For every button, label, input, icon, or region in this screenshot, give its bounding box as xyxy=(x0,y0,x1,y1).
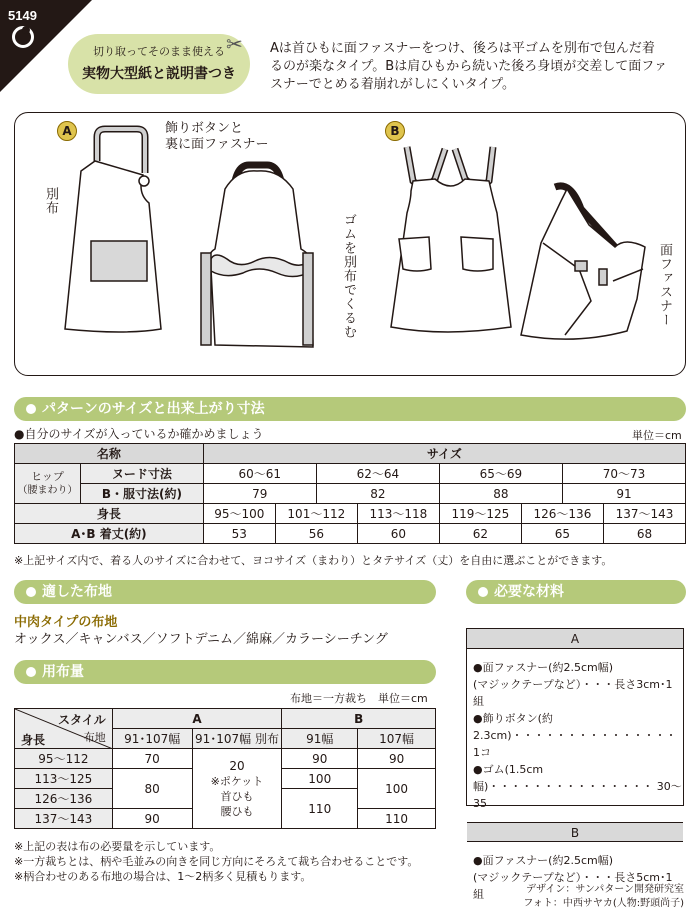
label-button xyxy=(165,121,268,153)
yardage-style-label: スタイル xyxy=(58,713,106,727)
nude-value: 62〜64 xyxy=(316,464,439,484)
yardage-foot-3: ※柄合わせのある布地の場合は、1〜2柄多く見積もります。 xyxy=(14,870,312,883)
height-value: 137〜143 xyxy=(603,504,685,524)
yardage-col-b: B xyxy=(282,709,436,729)
style-b-badge: B xyxy=(385,121,405,141)
materials-item: (マジックテープなど）・・・長さ5cm･1組 xyxy=(473,871,673,901)
finished-label: B・服寸法(約) xyxy=(81,484,204,504)
yardage-betsu-cell xyxy=(192,749,282,829)
scissors-icon: ✂ xyxy=(226,32,243,56)
materials-item: ●面ファスナー(約2.5cm幅) xyxy=(473,854,613,867)
yardage-height-label: 身長 xyxy=(21,733,46,747)
yardage-b-91: 91幅 xyxy=(282,729,358,749)
illustration-frame xyxy=(14,112,686,376)
section-bar-materials xyxy=(466,580,686,604)
height-value: 119〜125 xyxy=(439,504,521,524)
yardage-a-value: 80 xyxy=(112,769,192,809)
label-gomu: ゴムを別布でくるむ xyxy=(341,213,356,339)
intro-text xyxy=(270,40,690,94)
length-value: 56 xyxy=(275,524,357,544)
materials-item: (マジックテープなど）・・・長さ3cm･1組 xyxy=(473,678,673,708)
label-betsununo: 別布 xyxy=(43,187,58,215)
size-col-name: 名称 xyxy=(15,444,204,464)
section-bar-fabric xyxy=(14,580,436,604)
yardage-a-value: 90 xyxy=(112,809,192,829)
label-button-line-2: 裏に面ファスナー xyxy=(165,137,269,152)
section-title-materials: 必要な材料 xyxy=(494,584,564,600)
yardage-b91-value: 110 xyxy=(282,789,358,829)
bullet-dot-icon xyxy=(26,667,36,677)
yardage-row-height: 137〜143 xyxy=(15,809,113,829)
yardage-betsu-note: ※ポケット xyxy=(210,774,264,788)
materials-head-b: B xyxy=(467,822,683,842)
pattern-code: 5149 xyxy=(8,8,37,23)
height-value: 113〜118 xyxy=(357,504,439,524)
bullet-dot-icon xyxy=(26,587,36,597)
finished-value: 91 xyxy=(562,484,685,504)
yardage-betsu-value: 20 xyxy=(229,758,245,773)
size-col-size: サイズ xyxy=(203,444,685,464)
intro-line-2: るのが楽なタイプ。Bは肩ひもから続いた後ろ身頃が交差して面ファ xyxy=(270,59,667,74)
credit-design: デザイン：サンパターン開発研究室 xyxy=(526,884,684,895)
length-label: A･B 着丈(約) xyxy=(15,524,204,544)
yardage-fabric-label: 布地 xyxy=(83,731,106,744)
yardage-b91-value: 90 xyxy=(282,749,358,769)
yardage-table xyxy=(14,708,436,829)
hip-cell xyxy=(15,464,81,504)
size-table xyxy=(14,443,686,544)
credit-photo: フォト：中西サヤカ(人物:野頭尚子) xyxy=(523,898,684,909)
finished-value: 79 xyxy=(203,484,316,504)
materials-item: ●面ファスナー(約2.5cm幅) xyxy=(473,661,613,674)
yardage-b107-value: 110 xyxy=(358,809,436,829)
yardage-a-value: 70 xyxy=(112,749,192,769)
height-value: 95〜100 xyxy=(203,504,275,524)
nude-value: 70〜73 xyxy=(562,464,685,484)
yardage-row-height: 113〜125 xyxy=(15,769,113,789)
yardage-b107-value: 90 xyxy=(358,749,436,769)
yardage-note: 布地＝一方裁ち 単位＝cm xyxy=(290,692,428,705)
hip-sub-label: （腰まわり） xyxy=(17,484,78,496)
label-fastener: 面ファスナー xyxy=(657,243,672,327)
size-unit: 単位＝cm xyxy=(632,429,682,442)
yardage-a-width: 91･107幅 xyxy=(112,729,192,749)
yardage-col-a: A xyxy=(112,709,282,729)
label-button-line-1: 飾りボタンと xyxy=(165,121,244,136)
length-value: 65 xyxy=(521,524,603,544)
section-bar-yardage xyxy=(14,660,436,684)
length-value: 62 xyxy=(439,524,521,544)
yardage-row-height: 126〜136 xyxy=(15,789,113,809)
fabric-list: オックス／キャンバス／ソフトデニム／綿麻／カラーシーチング xyxy=(14,632,388,647)
yardage-corner-cell xyxy=(15,709,113,749)
badge-subtitle: 切り取ってそのまま使える xyxy=(93,45,225,58)
nude-value: 65〜69 xyxy=(439,464,562,484)
yardage-foot-2: ※一方裁ちとは、柄や毛並みの向きを同じ方向にそろえて裁ち合わせることです。 xyxy=(14,855,419,868)
yardage-row-height: 95〜112 xyxy=(15,749,113,769)
length-value: 53 xyxy=(203,524,275,544)
size-note: ●自分のサイズが入っているか確かめましょう xyxy=(14,427,264,441)
yardage-b107-value: 100 xyxy=(358,769,436,809)
nude-value: 60〜61 xyxy=(203,464,316,484)
yardage-a-betsu: 91･107幅 別布 xyxy=(192,729,282,749)
section-title-yardage: 用布量 xyxy=(42,664,84,680)
length-value: 68 xyxy=(603,524,685,544)
yardage-foot-1: ※上記の表は布の必要量を示しています。 xyxy=(14,840,221,853)
section-title-size: パターンのサイズと出来上がり寸法 xyxy=(42,401,265,417)
materials-a-list xyxy=(467,649,683,812)
size-footnote: ※上記サイズ内で、着る人のサイズに合わせて、ヨコサイズ（まわり）とタテサイズ（丈）を自由に選ぶことができます。 xyxy=(14,554,613,567)
brand-logo-icon xyxy=(12,26,34,48)
section-bar-size xyxy=(14,397,686,421)
section-title-fabric: 適した布地 xyxy=(42,584,112,600)
yardage-b91-value: 100 xyxy=(282,769,358,789)
finished-value: 82 xyxy=(316,484,439,504)
finished-value: 88 xyxy=(439,484,562,504)
materials-head-a: A xyxy=(467,629,683,649)
height-value: 126〜136 xyxy=(521,504,603,524)
height-value: 101〜112 xyxy=(275,504,357,524)
intro-line-1: Aは首ひもに面ファスナーをつけ、後ろは平ゴムを別布で包んだ着 xyxy=(270,41,655,56)
materials-item: ●飾りボタン(約2.3cm)・・・・・・・・・・・・・・・ 1コ xyxy=(473,712,677,759)
style-a-badge: A xyxy=(57,121,77,141)
materials-item: ●ゴム(1.5cm幅)・・・・・・・・・・・・・・・ 30〜35 xyxy=(473,763,682,810)
nude-label: ヌード寸法 xyxy=(81,464,204,484)
yardage-betsu-note: 首ひも xyxy=(220,789,254,803)
bullet-dot-icon xyxy=(478,587,488,597)
yardage-betsu-note: 腰ひも xyxy=(220,804,254,818)
badge-title: 実物大型紙と説明書つき xyxy=(82,66,236,82)
hip-label: ヒップ xyxy=(31,469,64,483)
length-value: 60 xyxy=(357,524,439,544)
intro-line-3: スナーでとめる着崩れがしにくいタイプ。 xyxy=(270,77,516,92)
height-label: 身長 xyxy=(15,504,204,524)
fabric-type: 中肉タイプの布地 xyxy=(14,615,118,630)
cut-out-badge xyxy=(68,34,250,94)
yardage-b-107: 107幅 xyxy=(358,729,436,749)
bullet-dot-icon xyxy=(26,404,36,414)
